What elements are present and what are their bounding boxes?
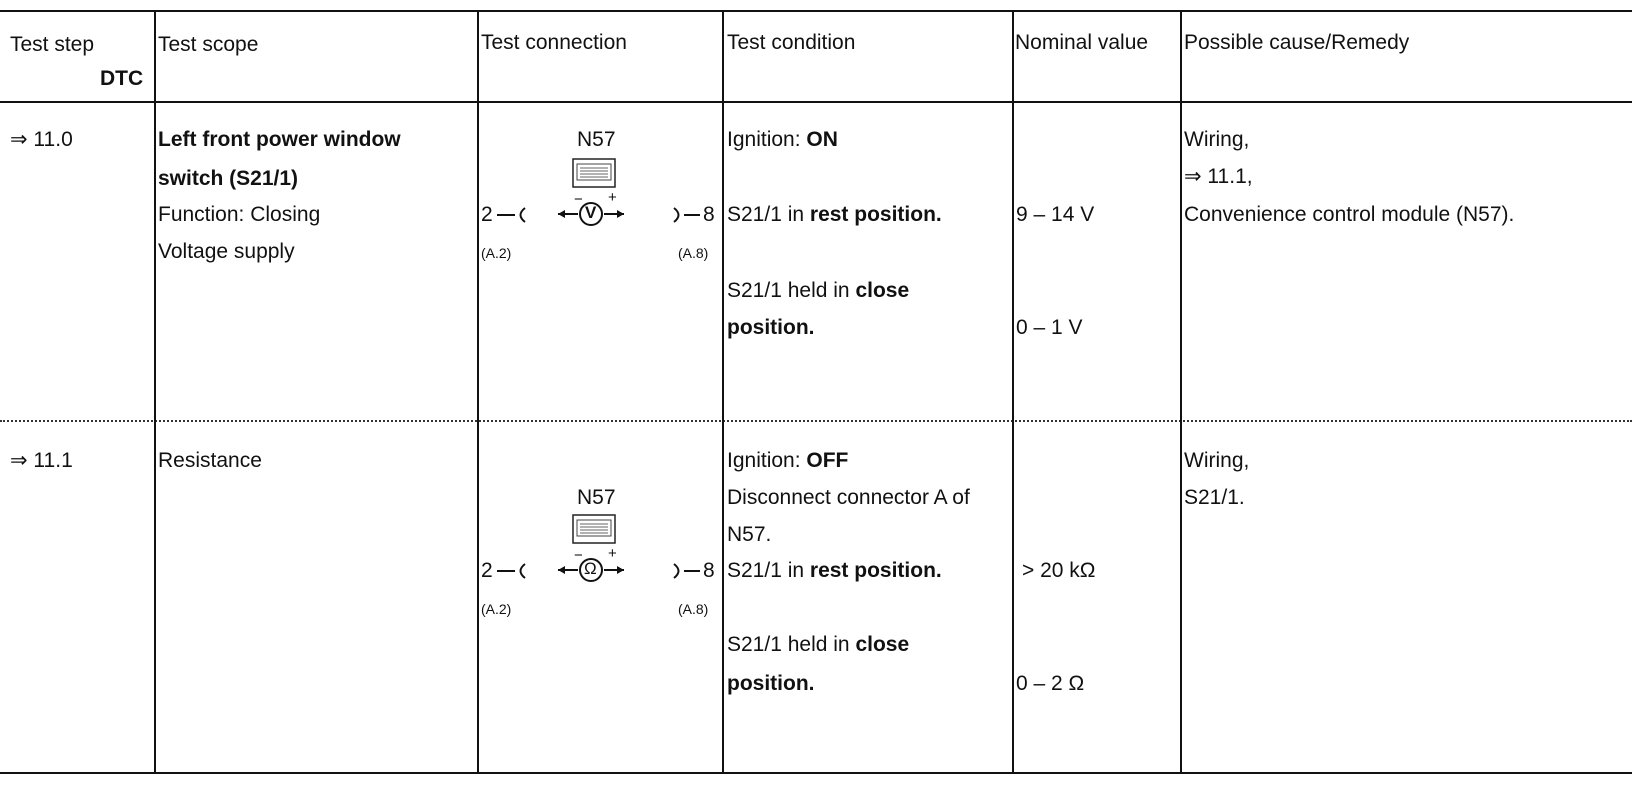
row-2-pin-left: 2 (481, 559, 493, 582)
row-2-meter-symbol: Ω (584, 559, 597, 578)
column-divider-2 (477, 10, 479, 773)
row-2-plus: + (608, 545, 617, 562)
row-1-cause-2: ⇒ 11.1, (1184, 165, 1253, 188)
header-test-connection: Test connection (481, 31, 627, 54)
row-2-module-label: N57 (577, 486, 616, 509)
header-bottom-rule (0, 101, 1632, 103)
row-2-condition-6: position. (727, 672, 815, 695)
column-divider-3 (722, 10, 724, 773)
row-1-scope-function: Function: Closing (158, 203, 321, 226)
row-2-label-left: (A.2) (481, 601, 512, 617)
row-1-meter-symbol: V (585, 203, 597, 222)
row-2-condition-4: S21/1 in rest position. (727, 559, 942, 582)
row-1-condition-3: S21/1 held in close (727, 279, 910, 302)
row-2-condition-5: S21/1 held in close (727, 633, 910, 656)
row-2-minus: − (574, 547, 583, 564)
table-top-rule (0, 10, 1632, 12)
row-1-plus: + (608, 189, 617, 206)
row-2-nominal-1: > 20 kΩ (1022, 559, 1096, 582)
row-2-module-icon (572, 514, 616, 544)
row-2-pin-right: 8 (703, 559, 715, 582)
row-2-condition-3: N57. (727, 523, 772, 546)
row-1-label-left: (A.2) (481, 245, 512, 261)
row-2-nominal-2: 0 – 2 Ω (1016, 672, 1085, 695)
row-2-plug-right-icon (670, 559, 704, 583)
row-1-scope-voltage: Voltage supply (158, 240, 295, 263)
row-1-test-step: ⇒ 11.0 (10, 128, 73, 151)
row-1-condition-2: S21/1 in rest position. (727, 203, 942, 226)
row-1-nominal-1: 9 – 14 V (1016, 203, 1095, 226)
column-divider-1 (154, 10, 156, 773)
column-divider-4 (1012, 10, 1014, 773)
row-1-plug-left-icon (495, 203, 529, 227)
column-divider-5 (1180, 10, 1182, 773)
row-1-minus: − (574, 191, 583, 208)
row-2-test-step: ⇒ 11.1 (10, 449, 73, 472)
row-2-scope: Resistance (158, 449, 262, 472)
row-2-plug-left-icon (495, 559, 529, 583)
row-1-plug-right-icon (670, 203, 704, 227)
row-1-scope-title-2: switch (S21/1) (158, 167, 299, 190)
row-2-cause-2: S21/1. (1184, 486, 1245, 509)
row-1-cause-3: Convenience control module (N57). (1184, 203, 1515, 226)
row-1-module-label: N57 (577, 128, 616, 151)
row-2-condition-1: Ignition: OFF (727, 449, 849, 472)
row-2-cause-1: Wiring, (1184, 449, 1250, 472)
row-1-condition-1: Ignition: ON (727, 128, 838, 151)
row-1-condition-4: position. (727, 316, 815, 339)
row-1-module-icon (572, 158, 616, 188)
row-1-nominal-2: 0 – 1 V (1016, 316, 1083, 339)
header-test-step: Test step (10, 33, 95, 56)
row-1-label-right: (A.8) (678, 245, 709, 261)
row-1-pin-right: 8 (703, 203, 715, 226)
row-2-label-right: (A.8) (678, 601, 709, 617)
header-possible-cause: Possible cause/Remedy (1184, 31, 1410, 54)
header-dtc: DTC (100, 67, 144, 90)
header-test-condition: Test condition (727, 31, 856, 54)
row-1-cause-1: Wiring, (1184, 128, 1250, 151)
row-divider (0, 420, 1632, 422)
header-test-scope: Test scope (158, 33, 259, 56)
row-1-pin-left: 2 (481, 203, 493, 226)
row-1-scope-title-1: Left front power window (158, 128, 401, 151)
row-2-condition-2: Disconnect connector A of (727, 486, 970, 509)
table-bottom-rule (0, 772, 1632, 774)
header-nominal-value: Nominal value (1015, 31, 1149, 54)
